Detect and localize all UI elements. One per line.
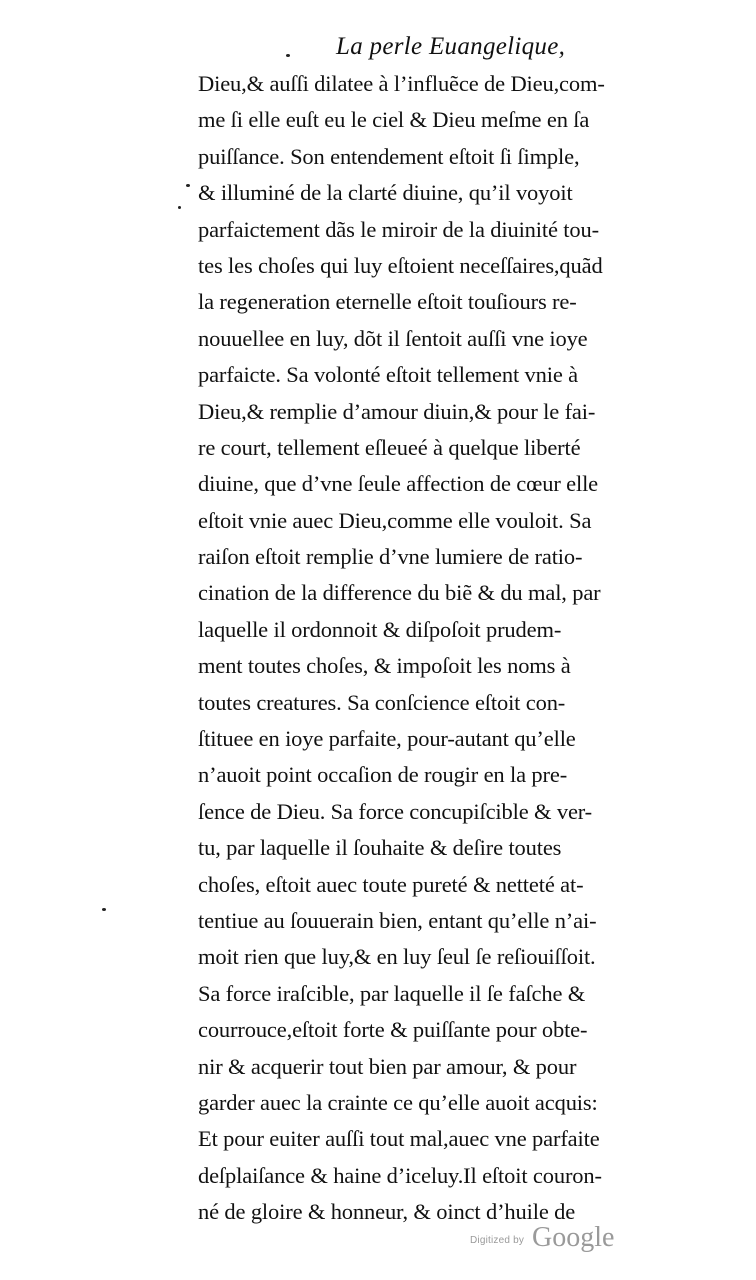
text-line: deſplaiſance & haine d’iceluy.Il eſtoit couron- [198,1162,602,1188]
text-line: laquelle il ordonnoit & diſpoſoit prudem- [198,616,562,642]
text-line: moit rien que luy,& en luy ſeul ſe reſiouiſſoit. [198,944,596,970]
text-line: & illuminé de la clarté diuine, qu’il voyoit [198,180,573,206]
ink-speck [102,908,106,911]
text-line: la regeneration eternelle eſtoit touſiours re- [198,289,577,315]
text-line: Sa force iraſcible, par laquelle il ſe faſche & [198,980,586,1006]
ink-speck [286,54,290,57]
text-line: nir & acquerir tout bien par amour, & pour [198,1053,577,1079]
text-line: ſence de Dieu. Sa force concupiſcible & ver- [198,798,593,824]
text-line: né de gloire & honneur, & oinct d’huile de [198,1199,576,1225]
text-line: toutes creatures. Sa conſcience eſtoit con- [198,689,566,715]
text-line: Dieu,& auſſi dilatee à l’influẽce de Dieu,com- [198,71,605,96]
text-line: Dieu,& remplie d’amour diuin,& pour le fai- [198,398,596,424]
text-line: ſtituee en ioye parfaite, pour-autant qu’elle [198,726,576,752]
text-line: tes les choſes qui luy eſtoient neceſſaires,quãd [198,252,603,278]
text-line: garder auec la crainte ce qu’elle auoit acquis: [198,1089,598,1115]
text-line: tu, par laquelle il ſouhaite & deſire toutes [198,835,562,861]
text-line: parfaictement dãs le miroir de la diuinité tou- [198,216,599,242]
text-line: ment toutes choſes, & impoſoit les noms à [198,653,571,679]
body-text [198,66,718,1231]
text-line: tentiue au ſouuerain bien, entant qu’elle n’ai- [198,907,597,933]
text-line: raiſon eſtoit remplie d’vne lumiere de ratio- [198,544,583,570]
running-header: La perle Euangelique, [336,33,566,60]
text-line: re court, tellement eſleueé à quelque liberté [198,434,581,460]
digitized-watermark [470,1222,636,1254]
ink-speck [186,184,190,187]
google-logo [532,1222,636,1258]
text-line: courrouce,eſtoit forte & puiſſante pour obte- [198,1017,588,1043]
text-line: diuine, que d’vne ſeule affection de cœur elle [198,471,599,497]
google-logo-text: Google [532,1222,615,1253]
text-line: Et pour euiter auſſi tout mal,auec vne parfaite [198,1126,600,1152]
ink-speck [178,206,181,209]
text-line: nouuellee en luy, dõt il ſentoit auſſi vne ioye [198,325,588,351]
watermark-prefix: Digitized by [470,1234,525,1246]
text-line: parfaicte. Sa volonté eſtoit tellement vnie à [198,362,578,388]
text-line: choſes, eſtoit auec toute pureté & netteté at- [198,871,584,897]
text-line: me ſi elle euſt eu le ciel & Dieu meſme en ſa [198,107,590,133]
text-line: cination de la difference du biẽ & du mal, par [198,580,601,606]
text-line: puiſſance. Son entendement eſtoit ſi ſimple, [198,143,580,169]
text-line: n’auoit point occaſion de rougir en la pre- [198,762,568,788]
text-line: eſtoit vnie auec Dieu,comme elle vouloit. Sa [198,507,592,533]
